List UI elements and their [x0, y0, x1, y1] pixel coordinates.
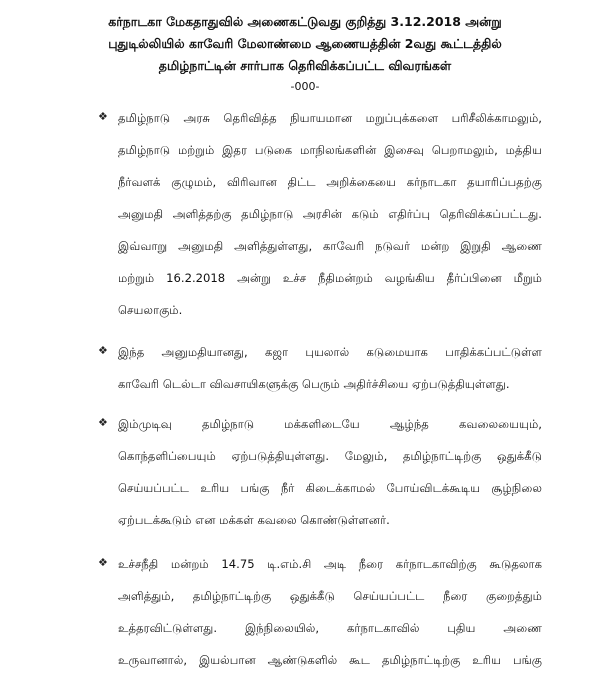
- paragraph-4-line-3: உத்தரவிட்டுள்ளது. இந்நிலையில், கர்நாடகாவில் புதிய அணை: [118, 621, 542, 635]
- paragraph-1-line-3: நீர்வளக் குழுமம், விரிவான திட்ட அறிக்கையை கர்நாடகா தயாரிப்பதற்கு: [118, 175, 542, 189]
- paragraph-4-line-2: அளித்தும், தமிழ்நாட்டிற்கு ஒதுக்கீடு செய்யப்பட்ட நீரை குறைத்தும்: [118, 589, 542, 603]
- paragraph-3-line-2: கொந்தளிப்பையும் ஏற்படுத்தியுள்ளது. மேலும், தமிழ்நாட்டிற்கு ஒதுக்கீடு: [118, 449, 542, 463]
- paragraph-2-line-2: காவேரி டெல்டா விவசாயிகளுக்கு பெரும் அதிர்ச்சியை ஏற்படுத்தியுள்ளது.: [118, 377, 510, 391]
- paragraph-4-line-4: உருவானால், இயல்பான ஆண்டுகளில் கூட தமிழ்நாட்டிற்கு உரிய பங்கு: [118, 653, 542, 667]
- bullet-icon: ❖: [98, 556, 108, 569]
- title-separator: -000-: [290, 80, 320, 93]
- paragraph-1-line-7: செயலாகும்.: [118, 303, 183, 317]
- paragraph-1-line-4: அனுமதி அளித்தற்கு தமிழ்நாடு அரசின் கடும் எதிர்ப்பு தெரிவிக்கப்பட்டது.: [118, 207, 542, 221]
- bullet-icon: ❖: [98, 110, 108, 123]
- paragraph-1-line-5: இவ்வாறு அனுமதி அளித்துள்ளது, காவேரி நடுவர் மன்ற இறுதி ஆணை: [118, 239, 542, 253]
- paragraph-2-line-1: இந்த அனுமதியானது, கஜா புயலால் கடுமையாக பாதிக்கப்பட்டுள்ள: [118, 345, 542, 359]
- document-title-line-2: புதுடில்லியில் காவேரி மேலாண்மை ஆணையத்தின் 2வது கூட்டத்தில்: [108, 36, 502, 51]
- paragraph-1-line-1: தமிழ்நாடு அரசு தெரிவித்த நியாயமான மறுப்புக்களை பரிசீலிக்காமலும்,: [118, 111, 542, 125]
- paragraph-4-line-1: உச்சநீதி மன்றம் 14.75 டி.எம்.சி அடி நீரை கர்நாடகாவிற்கு கூடுதலாக: [118, 557, 542, 571]
- bullet-icon: ❖: [98, 416, 108, 429]
- document-title-line-1: கர்நாடகா மேகதாதுவில் அணைகட்டுவது குறித்து 3.12.2018 அன்று: [108, 14, 502, 29]
- document-title-line-3: தமிழ்நாட்டின் சார்பாக தெரிவிக்கப்பட்ட விவரங்கள்: [158, 58, 452, 73]
- paragraph-3-line-3: செய்யப்பட்ட உரிய பங்கு நீர் கிடைக்காமல் போய்விடக்கூடிய சூழ்நிலை: [118, 481, 542, 495]
- paragraph-1-line-2: தமிழ்நாடு மற்றும் இதர படுகை மாநிலங்களின் இசைவு பெறாமலும், மத்திய: [118, 143, 542, 157]
- paragraph-3-line-4: ஏற்படக்கூடும் என மக்கள் கவலை கொண்டுள்ளனர்.: [118, 513, 390, 527]
- paragraph-1-line-6: மற்றும் 16.2.2018 அன்று உச்ச நீதிமன்றம் வழங்கிய தீர்ப்பினை மீறும்: [118, 271, 542, 285]
- paragraph-3-line-1: இம்முடிவு தமிழ்நாடு மக்களிடையே ஆழ்ந்த கவலையையும்,: [118, 417, 542, 431]
- bullet-icon: ❖: [98, 344, 108, 357]
